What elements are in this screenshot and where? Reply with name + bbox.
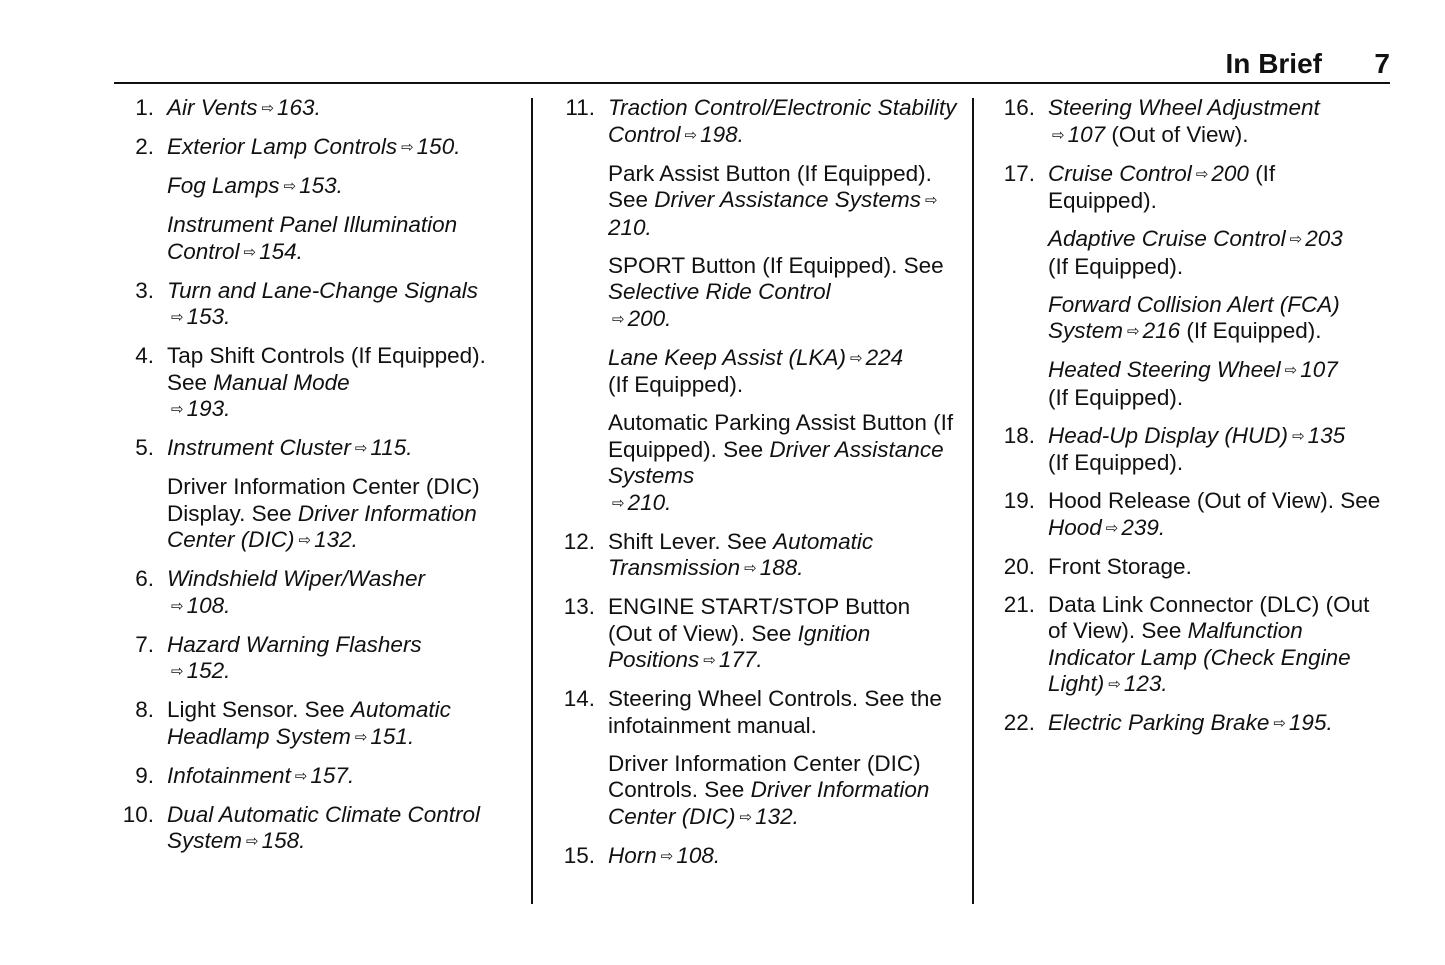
page-reference-arrow-icon: ⇨	[1127, 323, 1140, 340]
cross-reference-text: Selective Ride Control	[608, 279, 831, 304]
page-reference-arrow-icon: ⇨	[243, 243, 257, 261]
entry-number: 4.	[135, 343, 154, 368]
cross-reference-text: Ignition Positions	[608, 620, 871, 672]
cross-reference-text: Automatic Headlamp System	[167, 697, 451, 749]
entry-number: 13.	[563, 594, 595, 619]
cross-reference-text: 239.	[1121, 514, 1166, 540]
entry-text: Front Storage.	[1048, 553, 1192, 579]
cross-reference-text: Air Vents	[167, 95, 258, 120]
cross-reference-text: Lane Keep Assist (LKA)	[608, 344, 847, 370]
cross-reference-text: 198.	[700, 121, 744, 147]
cross-reference-text: 123.	[1123, 671, 1168, 696]
legend-entry	[114, 474, 519, 555]
cross-reference-text: 108.	[186, 592, 231, 618]
page-reference-arrow-icon: ⇨	[703, 652, 716, 669]
cross-reference-text: 150.	[416, 134, 461, 159]
entry-text: Automatic Parking Assist Button (If Equipped). See	[608, 410, 954, 462]
cross-reference-text: 163.	[277, 95, 321, 120]
cross-reference-text: Cruise Control	[1048, 160, 1192, 186]
cross-reference-text: 154.	[259, 238, 303, 264]
entry-text: SPORT Button (If Equipped). See	[608, 252, 944, 278]
legend-entry	[995, 292, 1390, 346]
cross-reference-text: Instrument Cluster	[167, 435, 351, 460]
page-reference-arrow-icon: ⇨	[739, 808, 753, 826]
page-reference-arrow-icon: ⇨	[744, 560, 757, 577]
cross-reference-text: 195.	[1288, 710, 1333, 735]
entry-number: 22.	[1003, 710, 1035, 735]
cross-reference-text: 177.	[718, 647, 763, 672]
entry-text: Driver Information Center (DIC) Display. See	[167, 474, 480, 526]
cross-reference-text: Steering Wheel Adjustment	[1048, 95, 1320, 120]
page-reference-arrow-icon: ⇨	[354, 728, 368, 746]
entry-number: 21.	[1003, 591, 1035, 617]
page-reference-arrow-icon: ⇨	[171, 309, 184, 326]
page-reference-arrow-icon: ⇨	[1195, 165, 1209, 183]
legend-entry	[555, 594, 960, 675]
cross-reference-text: 135	[1307, 422, 1346, 448]
page-reference-arrow-icon: ⇨	[925, 192, 938, 209]
page-reference-arrow-icon: ⇨	[612, 310, 625, 328]
legend-entry	[555, 751, 960, 832]
cross-reference-text: 107	[1300, 357, 1338, 382]
legend-entry	[114, 566, 519, 620]
entry-number: 19.	[1003, 488, 1035, 513]
cross-reference-text: Fog Lamps	[167, 173, 280, 198]
page-reference-arrow-icon: ⇨	[1292, 427, 1305, 445]
entry-text: Hood Release (Out of View). See	[1048, 488, 1381, 513]
cross-reference-text: 200.	[627, 305, 672, 331]
legend-entry	[995, 161, 1390, 215]
entry-text: Shift Lever. See	[608, 528, 774, 554]
cross-reference-text: Instrument Panel Illumination Control	[167, 212, 458, 264]
page-reference-arrow-icon: ⇨	[850, 349, 863, 367]
cross-reference-text: 210.	[627, 489, 672, 515]
entry-number: 5.	[135, 435, 154, 460]
legend-entry	[555, 686, 960, 739]
entry-number: 20.	[1003, 553, 1035, 579]
page-reference-arrow-icon: ⇨	[1289, 231, 1303, 248]
legend-entry	[555, 843, 960, 871]
cross-reference-text: Driver Assistance Systems	[654, 187, 922, 212]
legend-entry	[114, 763, 519, 791]
legend-entry	[114, 212, 519, 266]
entry-number: 7.	[135, 631, 154, 657]
entry-text: Tap Shift Controls (If Equipped). See	[167, 343, 486, 395]
cross-reference-text: 224	[865, 344, 904, 370]
page-reference-arrow-icon: ⇨	[1105, 519, 1119, 537]
entry-number: 11.	[565, 95, 595, 120]
cross-reference-text: Driver Information Center (DIC)	[167, 500, 477, 552]
entry-text: Driver Information Center (DIC) Controls. See	[608, 750, 921, 802]
cross-reference-text: 151.	[370, 723, 415, 749]
legend-entry	[114, 134, 519, 162]
entry-number: 12.	[563, 528, 595, 554]
cross-reference-text: Head-Up Display (HUD)	[1048, 422, 1289, 448]
legend-entry	[114, 173, 519, 201]
legend-entry	[114, 95, 519, 123]
cross-reference-text: 132.	[314, 527, 358, 552]
page-reference-arrow-icon: ⇨	[171, 597, 184, 615]
cross-reference-text: Windshield Wiper/Washer	[167, 566, 426, 591]
cross-reference-text: 210.	[608, 214, 652, 240]
entry-text: Data Link Connector (DLC) (Out of View). See	[1048, 591, 1370, 643]
entry-text: (If Equipped).	[1048, 450, 1184, 475]
entry-number: 16.	[1003, 95, 1035, 120]
legend-entry	[995, 357, 1390, 411]
cross-reference-text: 158.	[261, 828, 306, 853]
entry-number: 17.	[1003, 160, 1035, 186]
page-reference-arrow-icon: ⇨	[1284, 362, 1298, 379]
column-divider	[972, 98, 974, 904]
cross-reference-text: Adaptive Cruise Control	[1048, 226, 1286, 251]
entry-number: 8.	[135, 697, 154, 722]
page-reference-arrow-icon: ⇨	[354, 440, 368, 457]
cross-reference-text: Hazard Warning Flashers	[167, 631, 422, 657]
legend-entry	[555, 95, 960, 149]
entry-text: (Out of View).	[1105, 121, 1249, 147]
cross-reference-text: Driver Information Center (DIC)	[608, 777, 930, 829]
cross-reference-text: 216	[1142, 318, 1181, 343]
page-reference-arrow-icon: ⇨	[612, 494, 625, 512]
cross-reference-text: Heated Steering Wheel	[1048, 357, 1281, 382]
legend-entry	[114, 435, 519, 463]
cross-reference-text: 188.	[759, 555, 804, 580]
page-reference-arrow-icon: ⇨	[246, 833, 259, 850]
cross-reference-text: 157.	[310, 762, 355, 788]
legend-entry	[555, 345, 960, 399]
cross-reference-text: Dual Automatic Climate Control System	[167, 801, 481, 853]
legend-entry	[995, 554, 1390, 581]
legend-entry	[555, 253, 960, 334]
cross-reference-text: Malfunction Indicator Lamp (Check Engine Light)	[1048, 618, 1351, 696]
entry-text: (If Equipped).	[1048, 253, 1184, 279]
page-reference-arrow-icon: ⇨	[298, 532, 312, 549]
page-reference-arrow-icon: ⇨	[261, 100, 275, 117]
page-number: 7	[1374, 48, 1390, 79]
entry-text: (If Equipped).	[608, 372, 744, 397]
page-reference-arrow-icon: ⇨	[1052, 126, 1065, 144]
cross-reference-text: Forward Collision Alert (FCA) System	[1048, 291, 1340, 343]
page-reference-arrow-icon: ⇨	[660, 847, 674, 865]
cross-reference-text: Traction Control/Electronic Stability Control	[608, 95, 957, 147]
entry-number: 10.	[122, 801, 154, 827]
entry-text: Park Assist Button (If Equipped). See	[608, 160, 932, 212]
entry-text: (If Equipped).	[1048, 160, 1276, 213]
cross-reference-text: 107	[1067, 121, 1106, 147]
page-reference-arrow-icon: ⇨	[1108, 676, 1121, 693]
legend-entry	[995, 488, 1390, 542]
section-title: In Brief	[1225, 48, 1322, 79]
cross-reference-text: Electric Parking Brake	[1048, 710, 1270, 735]
entry-number: 3.	[135, 277, 154, 303]
legend-entry	[114, 632, 519, 686]
legend-entry	[995, 710, 1390, 738]
entry-text: (If Equipped).	[1180, 318, 1322, 343]
entry-number: 15.	[563, 842, 595, 868]
legend-entry	[555, 410, 960, 517]
entry-number: 14.	[563, 686, 595, 711]
legend-entry	[995, 423, 1390, 477]
legend-entry	[555, 161, 960, 242]
cross-reference-text: Automatic Transmission	[608, 528, 874, 580]
cross-reference-text: Exterior Lamp Controls	[167, 134, 398, 159]
entry-number: 9.	[135, 762, 154, 788]
entry-text: (If Equipped).	[1048, 384, 1184, 410]
column-divider	[531, 98, 533, 904]
legend-entry	[114, 278, 519, 332]
legend-column-3	[995, 95, 1390, 749]
entry-number: 6.	[135, 566, 154, 591]
page-reference-arrow-icon: ⇨	[294, 767, 308, 785]
legend-column-1	[114, 95, 519, 867]
page-reference-arrow-icon: ⇨	[684, 126, 698, 144]
entry-text: Light Sensor. See	[167, 697, 351, 722]
cross-reference-text: Hood	[1048, 514, 1102, 540]
legend-entry	[995, 592, 1390, 699]
entry-text: Steering Wheel Controls. See the infotainment manual.	[608, 686, 942, 738]
cross-reference-text: 203	[1305, 226, 1343, 251]
entry-number: 2.	[135, 134, 154, 159]
page-reference-arrow-icon: ⇨	[171, 401, 184, 418]
cross-reference-text: 200	[1211, 160, 1249, 186]
entry-number: 18.	[1003, 422, 1035, 448]
cross-reference-text: Turn and Lane-Change Signals	[167, 277, 479, 303]
cross-reference-text: Manual Mode	[213, 369, 350, 395]
cross-reference-text: Driver Assistance Systems	[608, 436, 944, 488]
cross-reference-text: 132.	[755, 803, 799, 829]
page-reference-arrow-icon: ⇨	[1273, 715, 1286, 732]
page-reference-arrow-icon: ⇨	[283, 178, 297, 195]
legend-column-2	[555, 95, 960, 882]
page-header	[114, 44, 1390, 84]
cross-reference-text: 153.	[299, 173, 343, 198]
cross-reference-text: 153.	[186, 304, 231, 329]
cross-reference-text: 193.	[186, 396, 231, 421]
legend-entry	[995, 95, 1390, 149]
legend-entry	[114, 343, 519, 424]
entry-text: ENGINE START/STOP Button (Out of View). See	[608, 594, 911, 646]
page-reference-arrow-icon: ⇨	[171, 663, 184, 680]
page-reference-arrow-icon: ⇨	[401, 139, 414, 156]
cross-reference-text: 115.	[370, 435, 413, 460]
legend-entry	[114, 802, 519, 856]
cross-reference-text: 152.	[186, 658, 231, 683]
entry-number: 1.	[135, 95, 154, 120]
cross-reference-text: Horn	[608, 842, 657, 868]
cross-reference-text: 108.	[676, 842, 721, 868]
legend-entry	[114, 697, 519, 751]
legend-entry	[555, 529, 960, 583]
legend-entry	[995, 226, 1390, 280]
cross-reference-text: Infotainment	[167, 762, 291, 788]
